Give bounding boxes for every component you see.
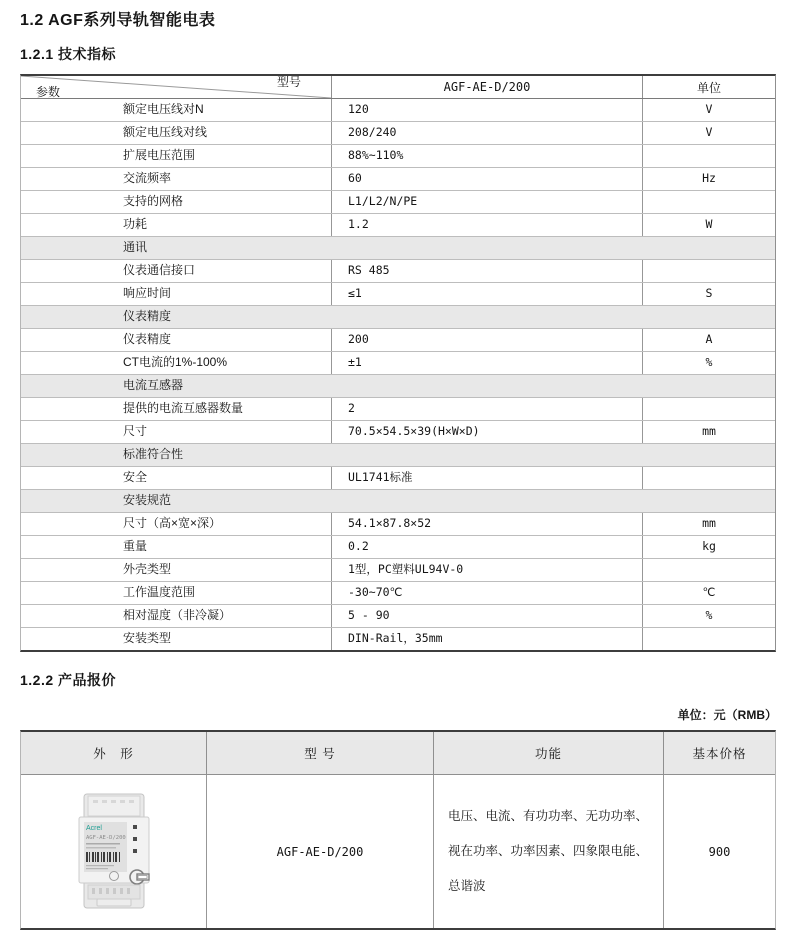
spec-row <box>21 627 775 650</box>
value-cell: 5 - 90 <box>331 605 642 627</box>
unit-cell <box>642 398 775 420</box>
unit-cell: W <box>642 214 775 236</box>
spec-row <box>21 604 775 627</box>
spec-row <box>21 328 775 351</box>
value-cell: 0.2 <box>331 536 642 558</box>
pricing-title: 1.2.2 产品报价 <box>20 672 117 688</box>
spec-row <box>21 167 775 190</box>
unit-cell: % <box>642 605 775 627</box>
column-header-unit: 单位 <box>642 76 775 98</box>
spec-row <box>21 397 775 420</box>
value-cell: ±1 <box>331 352 642 374</box>
param-cell: 通讯 <box>123 240 148 254</box>
unit-cell <box>642 628 775 650</box>
param-cell: 仪表通信接口 <box>123 263 196 277</box>
spec-row <box>21 351 775 374</box>
param-cell: 支持的网格 <box>123 194 184 208</box>
spec-row <box>21 535 775 558</box>
param-cell: 响应时间 <box>123 286 172 300</box>
value-cell: 200 <box>331 329 642 351</box>
unit-cell: S <box>642 283 775 305</box>
unit-cell: ℃ <box>642 582 775 604</box>
unit-cell: % <box>642 352 775 374</box>
param-cell: 外壳类型 <box>123 562 172 576</box>
param-cell: 扩展电压范围 <box>123 148 196 162</box>
unit-cell <box>642 467 775 489</box>
pricing-unit-note: 单位：元（RMB） <box>677 708 777 722</box>
header-model: 型 号 <box>206 732 433 774</box>
param-cell: 电流互感器 <box>123 378 184 392</box>
unit-cell: A <box>642 329 775 351</box>
spec-row <box>21 190 775 213</box>
pricing-table <box>20 730 776 930</box>
specs-title: 1.2.1 技术指标 <box>20 46 117 62</box>
unit-cell: kg <box>642 536 775 558</box>
spec-row <box>21 466 775 489</box>
corner-label-model: 型号 <box>276 75 301 89</box>
value-cell: 208/240 <box>331 122 642 144</box>
product-brand-text: Acrel <box>85 824 102 832</box>
specs-table-body <box>21 99 775 650</box>
value-cell: DIN-Rail，35mm <box>331 628 642 650</box>
unit-cell <box>642 260 775 282</box>
value-cell: 88%~110% <box>331 145 642 167</box>
param-cell: 提供的电流互感器数量 <box>123 401 244 415</box>
param-cell: 安全 <box>123 470 148 484</box>
spec-row <box>21 121 775 144</box>
product-image <box>67 789 161 915</box>
unit-cell: V <box>642 122 775 144</box>
section-row <box>21 305 775 328</box>
value-cell: 1型，PC塑料UL94V-0 <box>331 559 642 581</box>
param-cell: 安装规范 <box>123 493 172 507</box>
function-line: 总谐波 <box>448 879 486 893</box>
unit-cell: Hz <box>642 168 775 190</box>
value-cell: 2 <box>331 398 642 420</box>
spec-row <box>21 512 775 535</box>
param-cell: 尺寸 <box>123 424 148 438</box>
param-cell: 额定电压线对线 <box>123 125 208 139</box>
diagonal-header-cell <box>21 76 331 98</box>
function-line: 视在功率、功率因素、四象限电能、 <box>448 844 649 858</box>
spec-row <box>21 282 775 305</box>
product-model: AGF-AE-D/200 <box>206 775 433 928</box>
unit-cell: V <box>642 99 775 121</box>
header-price: 基本价格 <box>663 732 775 774</box>
product-image-cell <box>21 775 206 928</box>
param-cell: CT电流的1%-100% <box>123 355 228 369</box>
header-shape: 外 形 <box>93 747 134 761</box>
value-cell: 60 <box>331 168 642 190</box>
spec-row <box>21 581 775 604</box>
param-cell: 仪表精度 <box>123 309 172 323</box>
unit-cell <box>642 559 775 581</box>
value-cell: 120 <box>331 99 642 121</box>
unit-cell <box>642 145 775 167</box>
param-cell: 相对湿度（非冷凝） <box>123 608 232 622</box>
function-line: 电压、电流、有功功率、无功功率、 <box>448 809 649 823</box>
value-cell: L1/L2/N/PE <box>331 191 642 213</box>
param-cell: 额定电压线对N <box>123 102 204 116</box>
param-cell: 功耗 <box>123 217 148 231</box>
section-row <box>21 374 775 397</box>
spec-row <box>21 144 775 167</box>
param-cell: 工作温度范围 <box>123 585 196 599</box>
spec-row <box>21 420 775 443</box>
value-cell: -30~70℃ <box>331 582 642 604</box>
param-cell: 安装类型 <box>123 631 172 645</box>
value-cell: UL1741标准 <box>331 467 642 489</box>
specs-table-header <box>21 76 775 99</box>
spec-row <box>21 99 775 121</box>
param-cell: 标准符合性 <box>123 447 184 461</box>
column-header-model: AGF-AE-D/200 <box>331 76 642 98</box>
value-cell: 70.5×54.5×39(H×W×D) <box>331 421 642 443</box>
value-cell: 54.1×87.8×52 <box>331 513 642 535</box>
section-row <box>21 489 775 512</box>
param-cell: 重量 <box>123 539 148 553</box>
product-price: 900 <box>663 775 775 928</box>
pricing-table-header <box>21 732 775 775</box>
specs-table <box>20 74 776 652</box>
section-row <box>21 443 775 466</box>
value-cell: RS 485 <box>331 260 642 282</box>
unit-cell: mm <box>642 421 775 443</box>
value-cell: 1.2 <box>331 214 642 236</box>
param-cell: 仪表精度 <box>123 332 172 346</box>
section-title: 1.2 AGF系列导轨智能电表 <box>20 12 216 29</box>
pricing-table-row <box>21 775 775 928</box>
spec-row <box>21 213 775 236</box>
section-row <box>21 236 775 259</box>
unit-cell: mm <box>642 513 775 535</box>
header-function: 功能 <box>433 732 663 774</box>
spec-row <box>21 259 775 282</box>
param-cell: 尺寸（高×宽×深） <box>123 516 222 530</box>
unit-cell <box>642 191 775 213</box>
product-functions <box>433 775 663 928</box>
corner-label-param: 参数 <box>36 85 61 99</box>
value-cell: ≤1 <box>331 283 642 305</box>
spec-row <box>21 558 775 581</box>
product-label-text: AGF-AE-D/200 <box>85 834 126 841</box>
param-cell: 交流频率 <box>123 171 172 185</box>
